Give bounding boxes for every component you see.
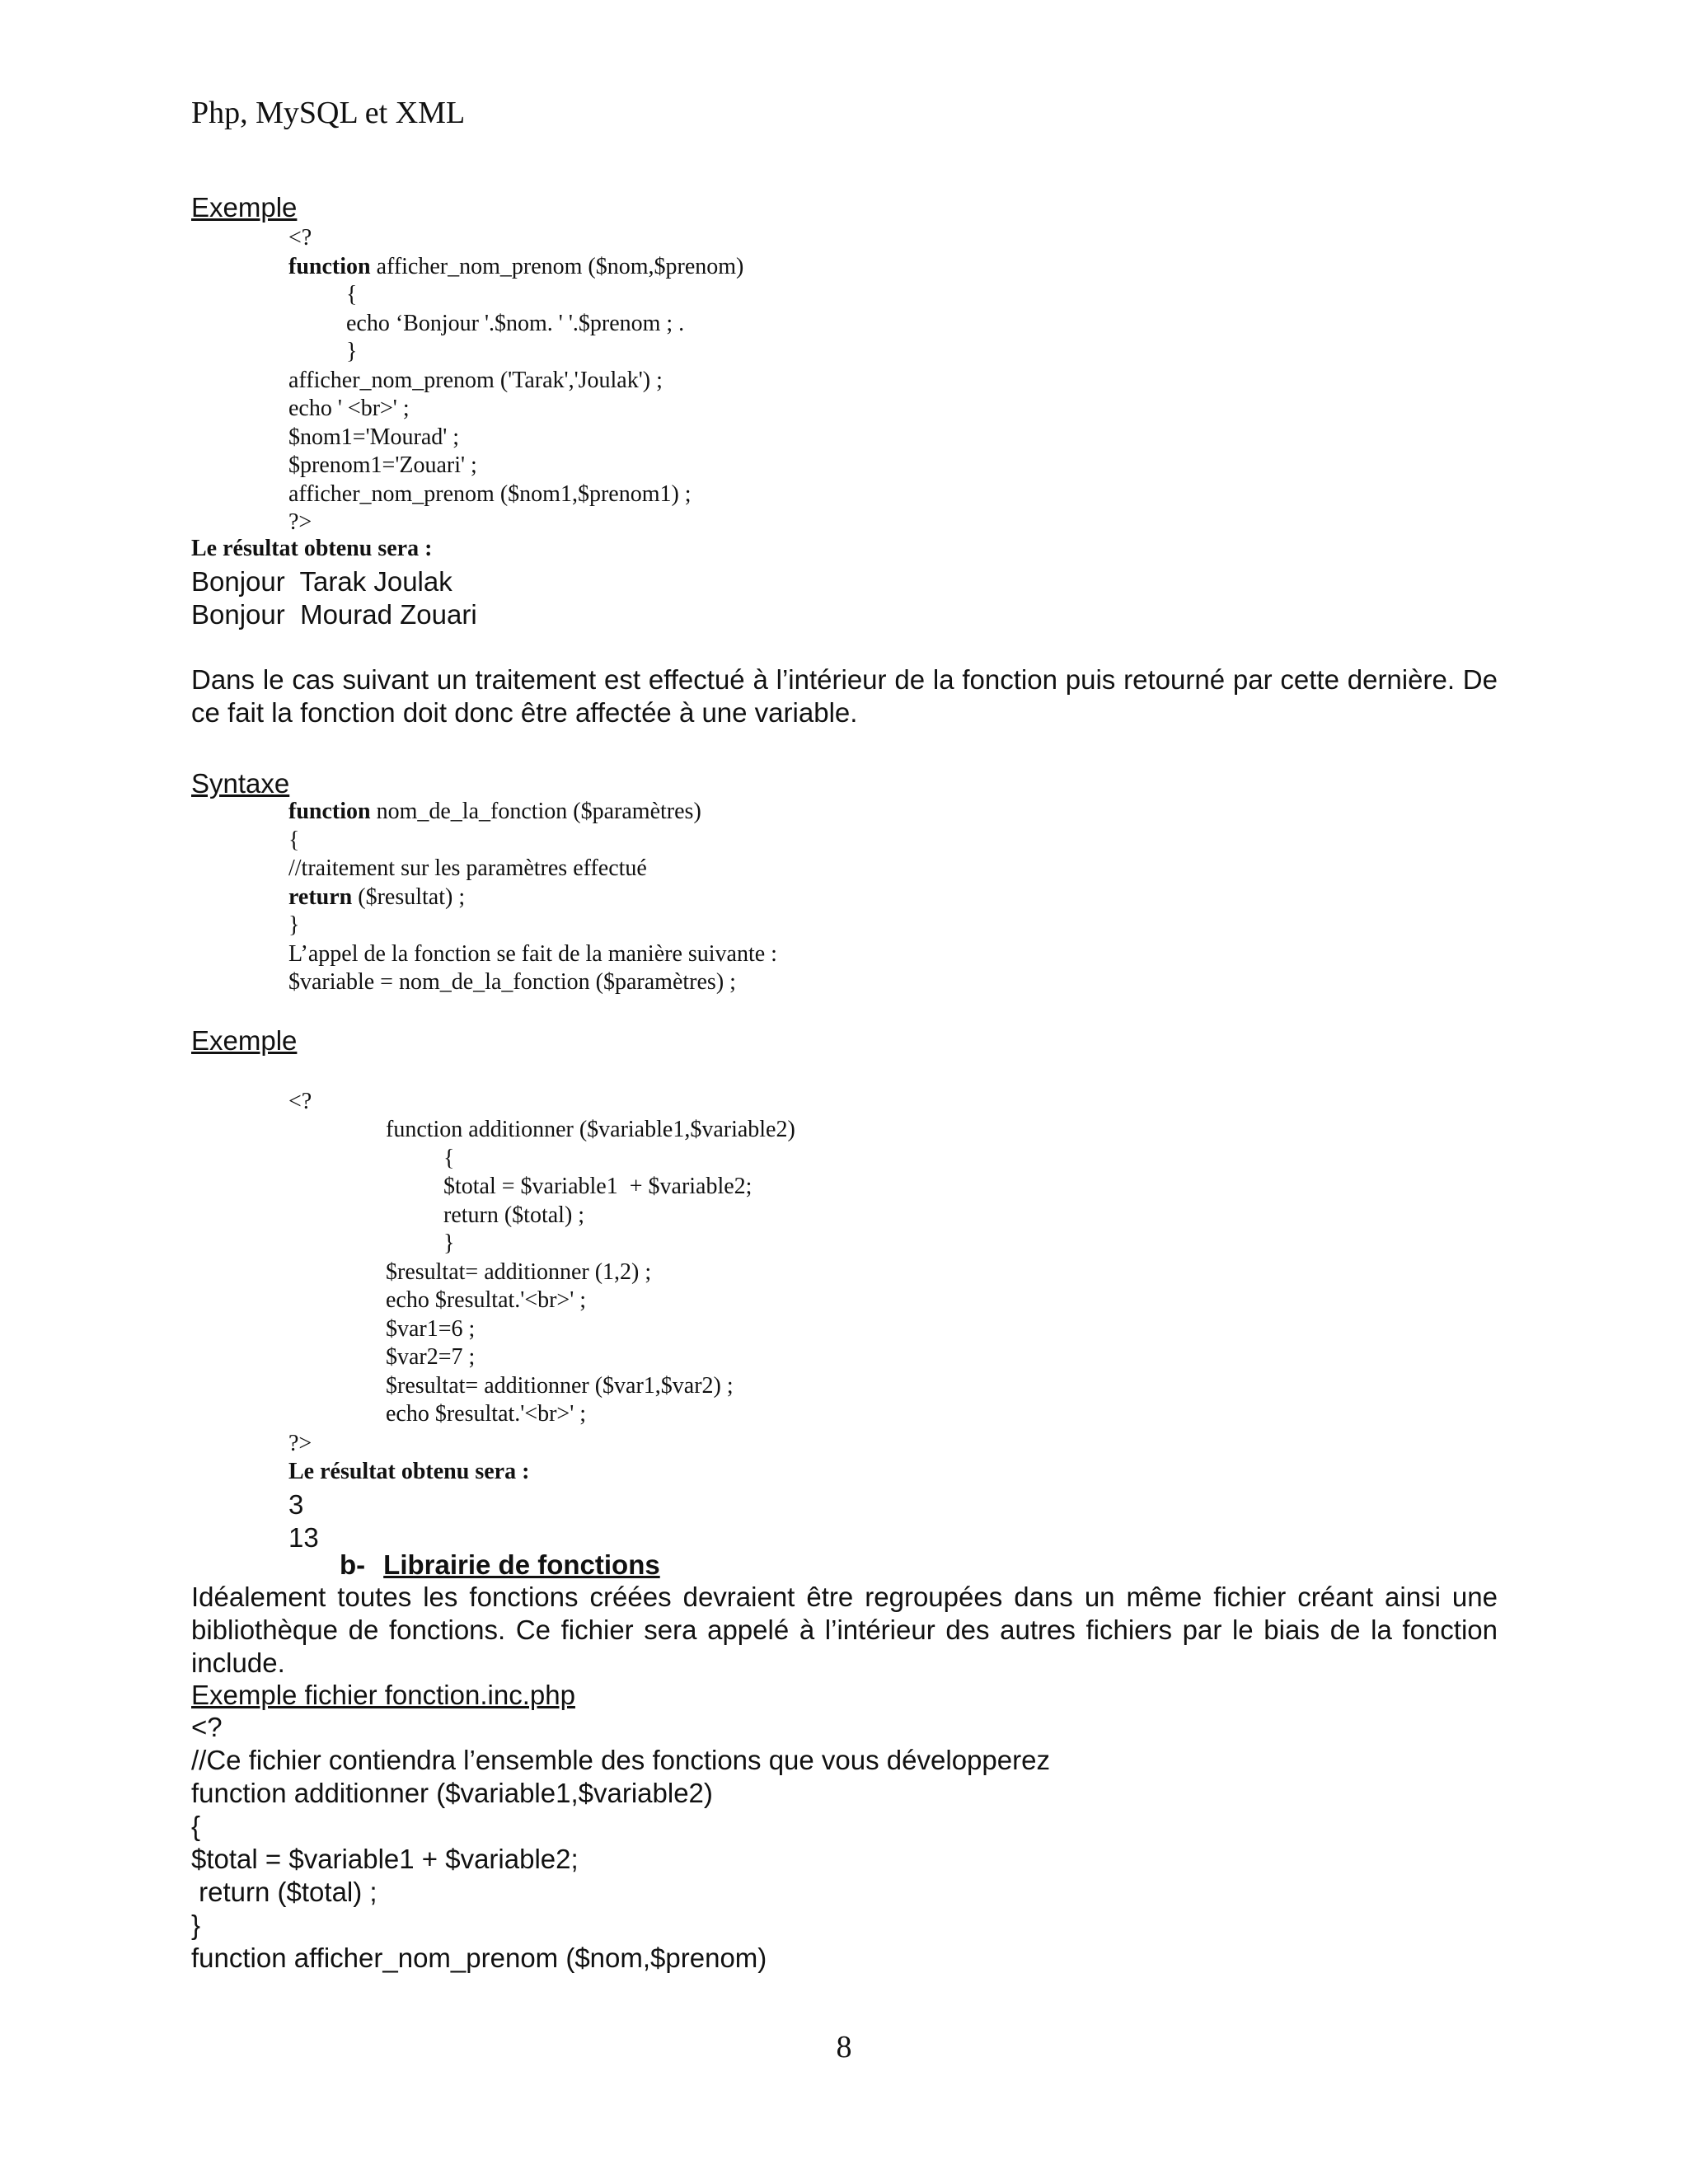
code-line: function nom_de_la_fonction ($paramètres) xyxy=(288,799,701,824)
code-line: } xyxy=(288,339,358,364)
code-block xyxy=(288,224,743,537)
output-line: Bonjour Mourad Zouari xyxy=(191,599,477,630)
code-block xyxy=(191,1711,1050,1975)
code-line: { xyxy=(288,282,358,307)
code-line: return ($total) ; xyxy=(386,1202,585,1228)
code-open-tag: <? xyxy=(288,1089,312,1114)
code-line: return ($total) ; xyxy=(191,1877,377,1907)
section-title: Librairie de fonctions xyxy=(383,1549,660,1580)
code-line: $var2=7 ; xyxy=(386,1344,476,1370)
section-heading xyxy=(340,1549,660,1581)
code-line: { xyxy=(288,827,300,853)
code-line: function afficher_nom_prenom ($nom,$prenom) xyxy=(191,1943,767,1973)
code-line: $var1=6 ; xyxy=(386,1315,476,1342)
code-line: ?> xyxy=(288,509,312,535)
code-line: echo $resultat.'<br>' ; xyxy=(386,1287,587,1313)
code-line: { xyxy=(191,1811,201,1841)
code-line: $total = $variable1 + $variable2; xyxy=(191,1844,579,1874)
code-line: } xyxy=(191,1910,201,1940)
syntax-code-block xyxy=(288,798,777,997)
page-number: 8 xyxy=(836,2030,852,2064)
code-line: echo ‘Bonjour '.$nom. ' '.$prenom ; . xyxy=(288,310,685,336)
code-line: $resultat= additionner ($var1,$var2) ; xyxy=(386,1372,734,1399)
code-line: afficher_nom_prenom ($nom1,$prenom1) ; xyxy=(288,480,692,507)
result-label: Le résultat obtenu sera : xyxy=(191,536,433,561)
code-line: } xyxy=(386,1230,455,1256)
body-paragraph: Idéalement toutes les fonctions créées devraient être regroupées dans un même fichier créant ainsi une bibliothèque de fonctions. Ce fichier sera appelé à l’intérieur des autres fichiers par le biais de la fonction include. xyxy=(191,1582,1498,1678)
result-output xyxy=(191,565,477,631)
example-heading: Exemple xyxy=(191,192,298,223)
result-label: Le résultat obtenu sera : xyxy=(288,1459,530,1484)
output-line: 13 xyxy=(288,1522,319,1553)
code-line: return ($resultat) ; xyxy=(288,883,466,910)
body-paragraph: Dans le cas suivant un traitement est effectué à l’intérieur de la fonction puis retourné par cette dernière. De ce fait la fonction doit donc être affectée à une variable. xyxy=(191,664,1498,728)
syntax-heading: Syntaxe xyxy=(191,768,290,799)
code-line: function additionner ($variable1,$variable2) xyxy=(191,1778,713,1808)
code-line: { xyxy=(386,1145,455,1171)
code-line: function afficher_nom_prenom ($nom,$prenom) xyxy=(288,253,744,279)
code-line: echo $resultat.'<br>' ; xyxy=(386,1401,587,1427)
code-line: $prenom1='Zouari' ; xyxy=(288,452,477,478)
code-line: echo ' <br>' ; xyxy=(288,396,410,421)
running-header: Php, MySQL et XML xyxy=(191,96,466,130)
code-block xyxy=(386,1116,795,1429)
example-file-heading: Exemple fichier fonction.inc.php xyxy=(191,1680,575,1710)
output-line: 3 xyxy=(288,1489,304,1520)
section-marker: b- xyxy=(340,1549,366,1580)
code-line: } xyxy=(288,912,300,938)
example-heading: Exemple xyxy=(191,1025,298,1056)
code-line: $variable = nom_de_la_fonction ($paramètres) ; xyxy=(288,969,736,995)
code-line: function additionner ($variable1,$variable2) xyxy=(386,1117,795,1142)
code-line: $total = $variable1 + $variable2; xyxy=(386,1174,753,1199)
code-line: //traitement sur les paramètres effectué xyxy=(288,855,647,881)
output-line: Bonjour Tarak Joulak xyxy=(191,566,452,597)
code-line: L’appel de la fonction se fait de la manière suivante : xyxy=(288,940,777,967)
code-line: //Ce fichier contiendra l’ensemble des fonctions que vous développerez xyxy=(191,1745,1050,1775)
code-line: $nom1='Mourad' ; xyxy=(288,424,460,450)
result-output xyxy=(288,1488,319,1554)
code-line: $resultat= additionner (1,2) ; xyxy=(386,1258,652,1285)
code-line: <? xyxy=(288,225,312,251)
code-line: <? xyxy=(191,1712,223,1742)
code-line: afficher_nom_prenom ('Tarak','Joulak') ; xyxy=(288,367,663,393)
code-close-tag: ?> xyxy=(288,1431,312,1456)
